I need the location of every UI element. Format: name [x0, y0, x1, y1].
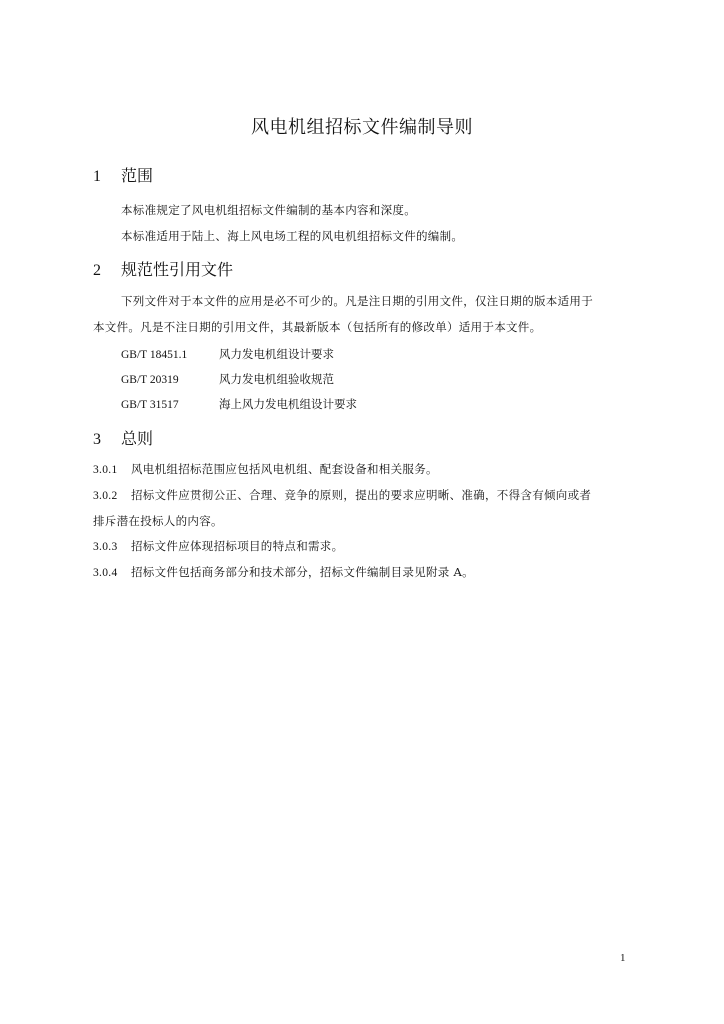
paragraph-continuation: 本文件。凡是不注日期的引用文件，其最新版本（包括所有的修改单）适用于本文件。	[93, 320, 542, 334]
section-title: 规范性引用文件	[121, 260, 234, 279]
clause	[93, 487, 591, 503]
paragraph: 本标准规定了风电机组招标文件编制的基本内容和深度。	[121, 203, 416, 217]
clause-number: 3.0.2	[93, 490, 118, 502]
section-heading-1	[93, 163, 153, 186]
reference-item	[121, 371, 334, 387]
section-title: 总则	[121, 429, 154, 448]
reference-title: 海上风力发电机组设计要求	[219, 397, 357, 411]
paragraph: 本标准适用于陆上、海上风电场工程的风电机组招标文件的编制。	[121, 229, 464, 243]
reference-item	[121, 346, 334, 362]
clause	[93, 538, 343, 554]
section-heading-3	[93, 426, 153, 449]
section-number: 3	[93, 431, 101, 448]
section-title: 范围	[121, 166, 154, 185]
clause-continuation: 排斥潜在投标人的内容。	[93, 514, 223, 528]
reference-title: 风力发电机组设计要求	[219, 347, 334, 361]
reference-code: GB/T 31517	[121, 399, 179, 411]
reference-code: GB/T 18451.1	[121, 349, 188, 361]
reference-code: GB/T 20319	[121, 374, 179, 386]
section-heading-2	[93, 257, 233, 280]
page-number: 1	[620, 952, 626, 964]
clause-text: 招标文件应贯彻公正、合理、竞争的原则，提出的要求应明晰、准确，不得含有倾向或者	[131, 488, 592, 502]
section-number: 1	[93, 168, 101, 185]
clause	[93, 461, 438, 477]
clause-text: 风电机组招标范围应包括风电机组、配套设备和相关服务。	[131, 462, 438, 476]
clause-text: 招标文件包括商务部分和技术部分，招标文件编制目录见附录 A。	[131, 565, 474, 579]
clause-number: 3.0.4	[93, 567, 118, 579]
paragraph: 下列文件对于本文件的应用是必不可少的。凡是注日期的引用文件，仅注日期的版本适用于	[121, 294, 593, 308]
section-number: 2	[93, 262, 101, 279]
clause-number: 3.0.1	[93, 464, 118, 476]
reference-title: 风力发电机组验收规范	[219, 372, 334, 386]
reference-item	[121, 396, 357, 412]
document-title: 风电机组招标文件编制导则	[251, 117, 473, 138]
clause	[93, 564, 474, 580]
clause-number: 3.0.3	[93, 541, 118, 553]
clause-text: 招标文件应体现招标项目的特点和需求。	[131, 539, 344, 553]
